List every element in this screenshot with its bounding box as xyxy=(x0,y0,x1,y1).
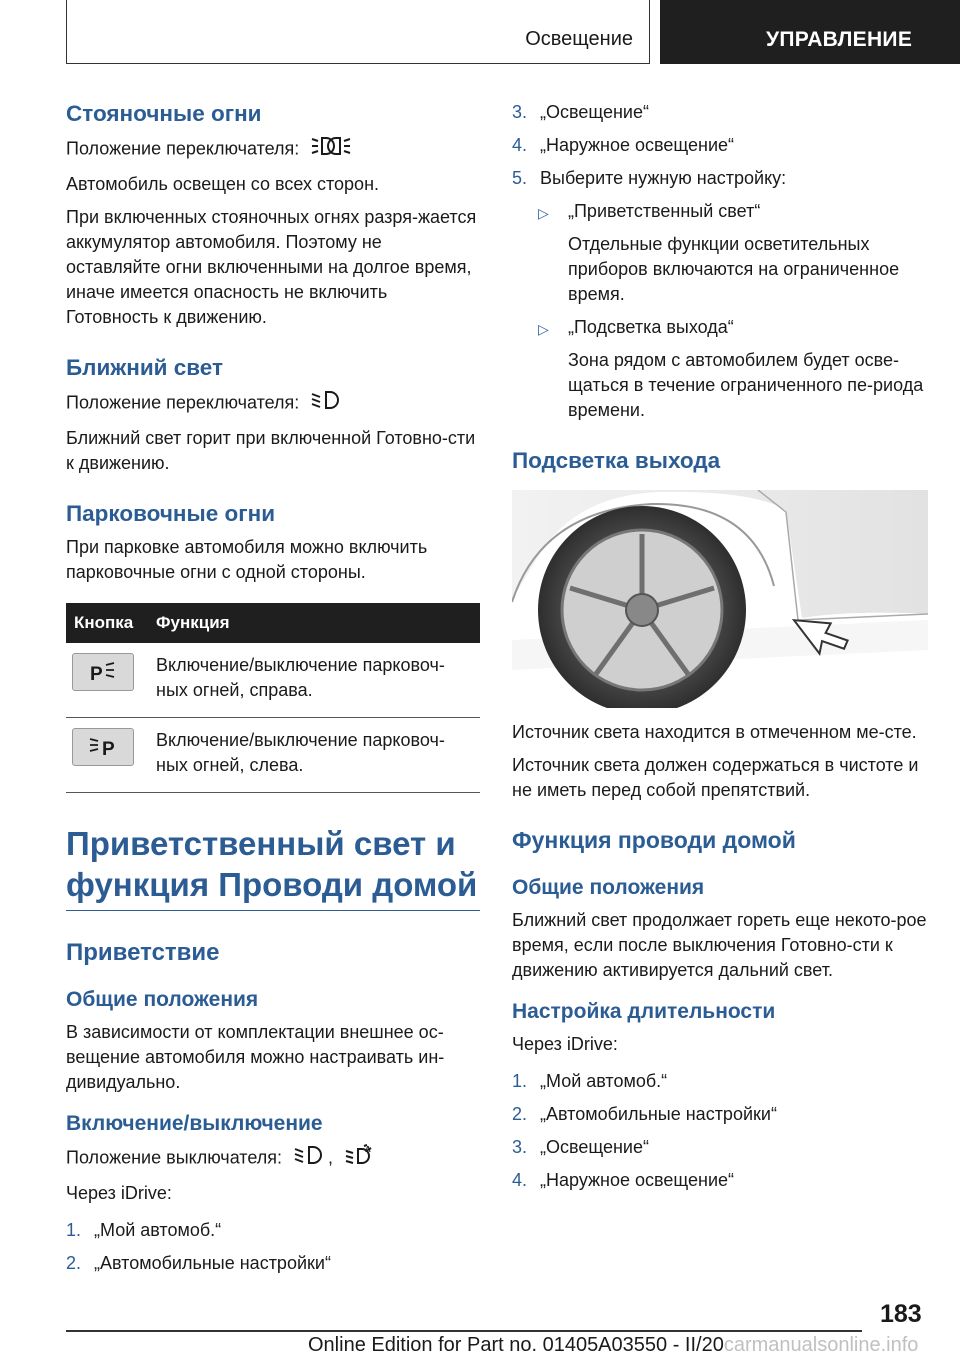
option-item: ▷ „Приветственный свет“ xyxy=(538,199,930,226)
low-beam-heading: Ближний свет xyxy=(66,355,224,380)
option-item: ▷ „Подсветка выхода“ xyxy=(538,315,930,342)
parking-light-left-icon xyxy=(87,735,119,759)
options-list xyxy=(538,199,930,423)
duration-heading: Настройка длительности xyxy=(512,999,776,1023)
section-tab xyxy=(66,0,650,64)
paragraph: Ближний свет продолжает гореть еще некото-рое время, если после выключения Готовно-сти к движению активируется дальний свет. xyxy=(512,909,927,980)
list-item: 3. „Освещение“ xyxy=(512,1136,649,1157)
side-parking-heading: Парковочные огни xyxy=(66,501,276,526)
low-beam-switch: Положение переключателя: xyxy=(66,389,480,418)
parking-lights-icon xyxy=(310,135,360,164)
exit-light-photo xyxy=(512,490,928,708)
triangle-bullet-icon: ▷ xyxy=(538,321,549,337)
chapter-title: УПРАВЛЕНИЕ xyxy=(766,28,913,51)
welcome-section-title xyxy=(66,823,480,911)
steps-list xyxy=(512,1069,930,1193)
table-row xyxy=(66,643,480,718)
exit-light-heading: Подсветка выхода xyxy=(512,448,721,473)
low-beam-icon xyxy=(310,389,342,418)
table-row xyxy=(66,718,480,793)
idrive-label: Через iDrive: xyxy=(66,1182,172,1203)
list-item: 5. Выберите нужную настройку: xyxy=(512,168,787,188)
steps-list xyxy=(512,100,930,191)
paragraph: При включенных стояночных огнях разря-жается аккумулятор автомобиля. Поэтому не оставляйте огни включенными на долгое время, иначе имеется опасность не включить Готовность к движению. xyxy=(66,207,477,327)
list-item: 1. „Мой автомоб.“ xyxy=(512,1070,668,1091)
paragraph: Источник света должен содержаться в чистоте и не иметь перед собой препятствий. xyxy=(512,755,919,800)
low-beam-icon xyxy=(293,1144,323,1173)
parking-light-right-button[interactable] xyxy=(72,653,134,691)
paragraph: Автомобиль освещен со всех сторон. xyxy=(66,174,380,194)
table-header-function: Функция xyxy=(146,603,480,643)
table-header-button: Кнопка xyxy=(66,603,146,643)
parking-lights-heading: Стояночные огни xyxy=(66,101,262,126)
welcome-switch: Положение выключателя: , A xyxy=(66,1144,480,1173)
auto-light-icon xyxy=(344,1144,374,1173)
page-number: 183 xyxy=(880,1300,922,1328)
left-column xyxy=(66,100,480,1284)
page-header xyxy=(0,0,960,66)
svg-text:P: P xyxy=(102,739,115,759)
idrive-label: Через iDrive: xyxy=(512,1033,618,1054)
option-description: Отдельные функции осветительных приборов включаются на ограниченное время. xyxy=(568,234,900,304)
table-cell-function: Включение/выключение парковоч-ных огней, слева. xyxy=(146,718,480,793)
list-item: 2. „Автомобильные настройки“ xyxy=(512,1103,777,1124)
watermark: carmanualsonline.info xyxy=(723,1334,919,1356)
list-item: 2. „Автомобильные настройки“ xyxy=(66,1252,331,1273)
list-item: 4. „Наружное освещение“ xyxy=(512,1169,735,1190)
list-item: 3. „Освещение“ xyxy=(512,102,649,122)
paragraph: В зависимости от комплектации внешнее ос-вещение автомобиля можно настраивать ин-дивидуально. xyxy=(66,1021,445,1092)
footer-edition: Online Edition for Part no. 01405A03550 - II/20carmanualsonline.info xyxy=(308,1334,919,1356)
chapter-tab xyxy=(660,0,960,64)
right-column xyxy=(512,100,930,1201)
onoff-heading: Включение/выключение xyxy=(66,1111,323,1135)
parking-light-left-button[interactable] xyxy=(72,728,134,766)
table-header-row xyxy=(66,603,480,643)
general-heading: Общие положения xyxy=(66,987,259,1011)
triangle-bullet-icon: ▷ xyxy=(538,205,549,221)
svg-text:A: A xyxy=(365,1144,371,1154)
parking-lights-switch: Положение переключателя: xyxy=(66,135,480,164)
general-heading: Общие положения xyxy=(512,875,705,899)
option-description: Зона рядом с автомобилем будет осве-щаться в течение ограниченного пе-риода времени. xyxy=(568,350,924,420)
footer-divider xyxy=(66,1330,862,1332)
welcome-subheading: Приветствие xyxy=(66,938,220,966)
table-cell-function: Включение/выключение парковоч-ных огней, справа. xyxy=(146,643,480,718)
welcome-heading: Приветственный свет и функция Проводи домой xyxy=(66,825,478,904)
section-title: Освещение xyxy=(525,28,633,50)
svg-text:P: P xyxy=(90,664,103,684)
follow-me-heading: Функция проводи домой xyxy=(512,827,796,853)
paragraph: При парковке автомобиля можно включить парковочные огни с одной стороны. xyxy=(66,537,428,582)
list-item: 1. „Мой автомоб.“ xyxy=(66,1219,222,1240)
parking-lights-table xyxy=(66,603,480,793)
paragraph: Ближний свет горит при включенной Готовно-сти к движению. xyxy=(66,428,476,473)
list-item: 4. „Наружное освещение“ xyxy=(512,135,735,155)
parking-light-right-icon xyxy=(87,660,119,684)
steps-list xyxy=(66,1218,480,1276)
paragraph: Источник света находится в отмеченном ме-сте. xyxy=(512,722,917,742)
